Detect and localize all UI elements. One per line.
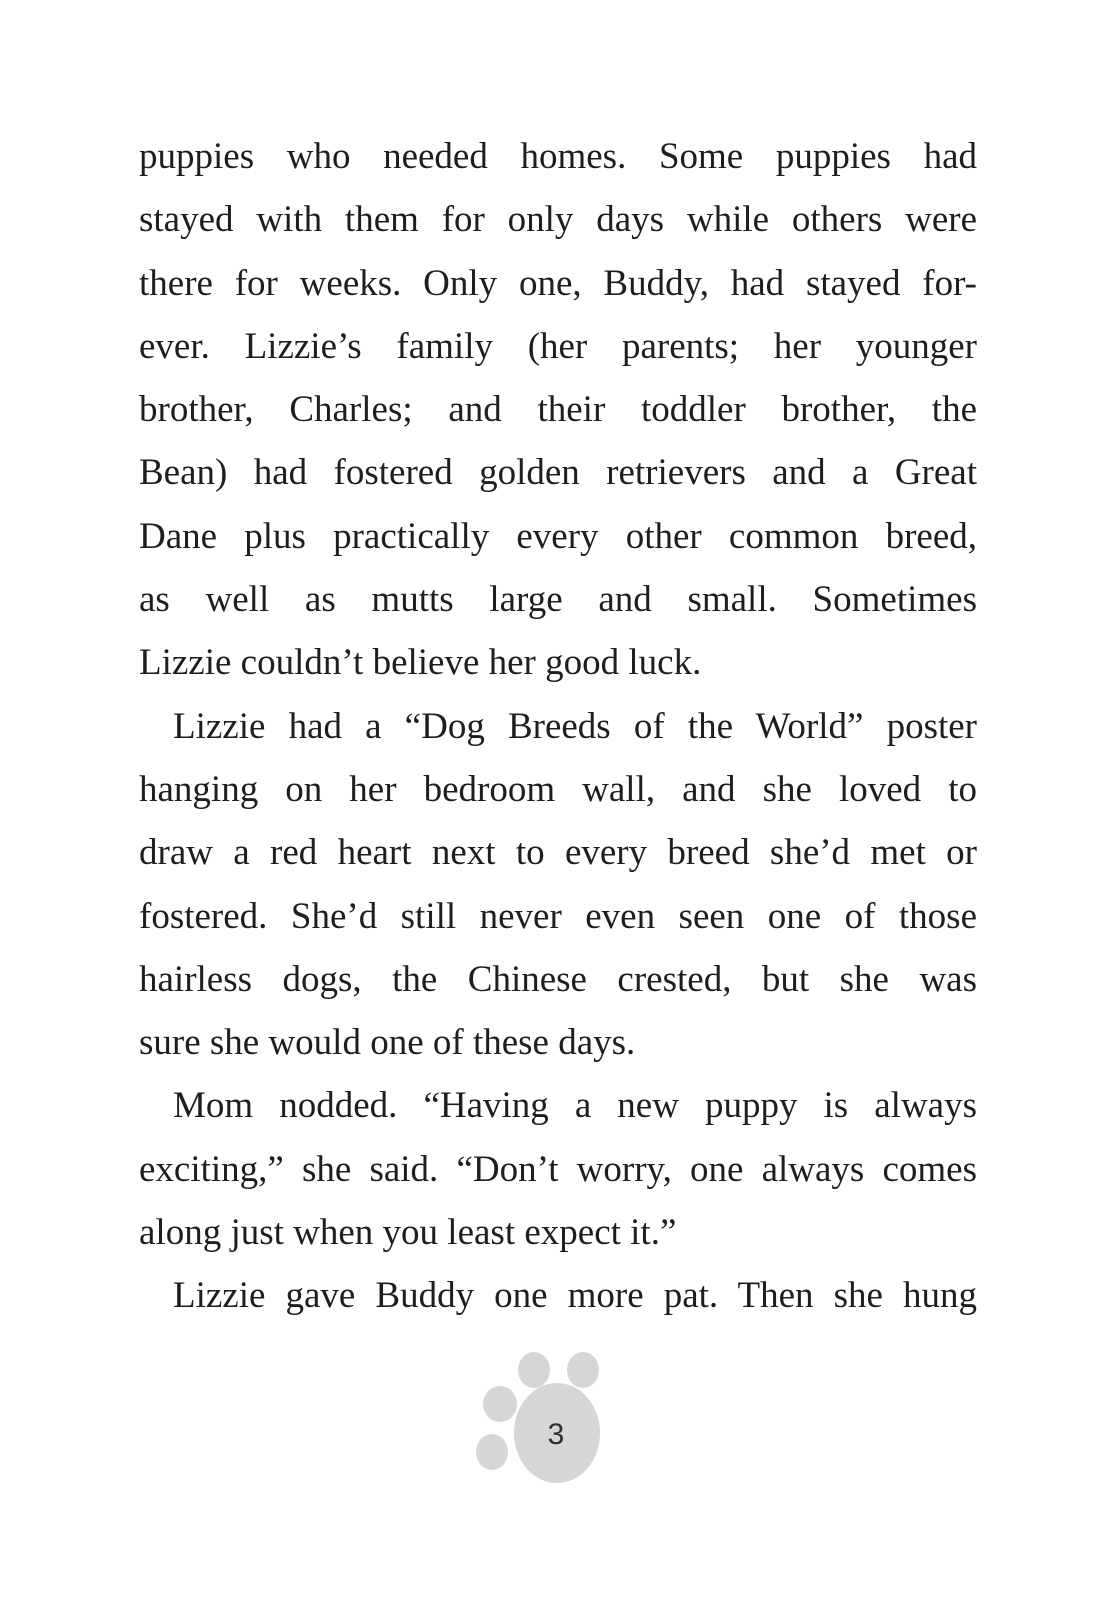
text-line: stayed with them for only days while others were xyxy=(139,199,977,241)
text-line: Lizzie gave Buddy one more pat. Then she hung xyxy=(173,1275,977,1317)
text-line: Lizzie couldn’t believe her good luck. xyxy=(139,642,702,684)
text-line: draw a red heart next to every breed she’d met or xyxy=(139,832,977,874)
text-line: exciting,” she said. “Don’t worry, one always comes xyxy=(139,1148,977,1190)
page-number: 3 xyxy=(547,1418,565,1451)
text-line: puppies who needed homes. Some puppies had xyxy=(139,136,977,177)
text-line: Bean) had fostered golden retrievers and a Great xyxy=(139,452,977,494)
paw-toe xyxy=(476,1434,508,1470)
body-text xyxy=(139,125,977,1328)
text-line: hanging on her bedroom wall, and she loved to xyxy=(139,768,977,810)
text-line: fostered. She’d still never even seen one of those xyxy=(139,895,977,937)
text-line: Lizzie had a “Dog Breeds of the World” poster xyxy=(173,705,977,747)
text-line: Dane plus practically every other common breed, xyxy=(139,515,977,557)
paw-toe xyxy=(518,1352,550,1388)
text-line: brother, Charles; and their toddler brother, the xyxy=(139,389,977,431)
text-line: as well as mutts large and small. Sometimes xyxy=(139,579,977,621)
text-line: there for weeks. Only one, Buddy, had stayed for- xyxy=(139,262,977,304)
text-line: sure she would one of these days. xyxy=(139,1022,636,1064)
text-line: ever. Lizzie’s family (her parents; her younger xyxy=(139,325,977,367)
paw-toe xyxy=(483,1386,517,1422)
text-line: along just when you least expect it.” xyxy=(139,1212,677,1254)
paw-toe xyxy=(567,1352,599,1388)
text-line: Mom nodded. “Having a new puppy is always xyxy=(173,1085,977,1127)
text-line: hairless dogs, the Chinese crested, but she was xyxy=(139,958,977,1000)
